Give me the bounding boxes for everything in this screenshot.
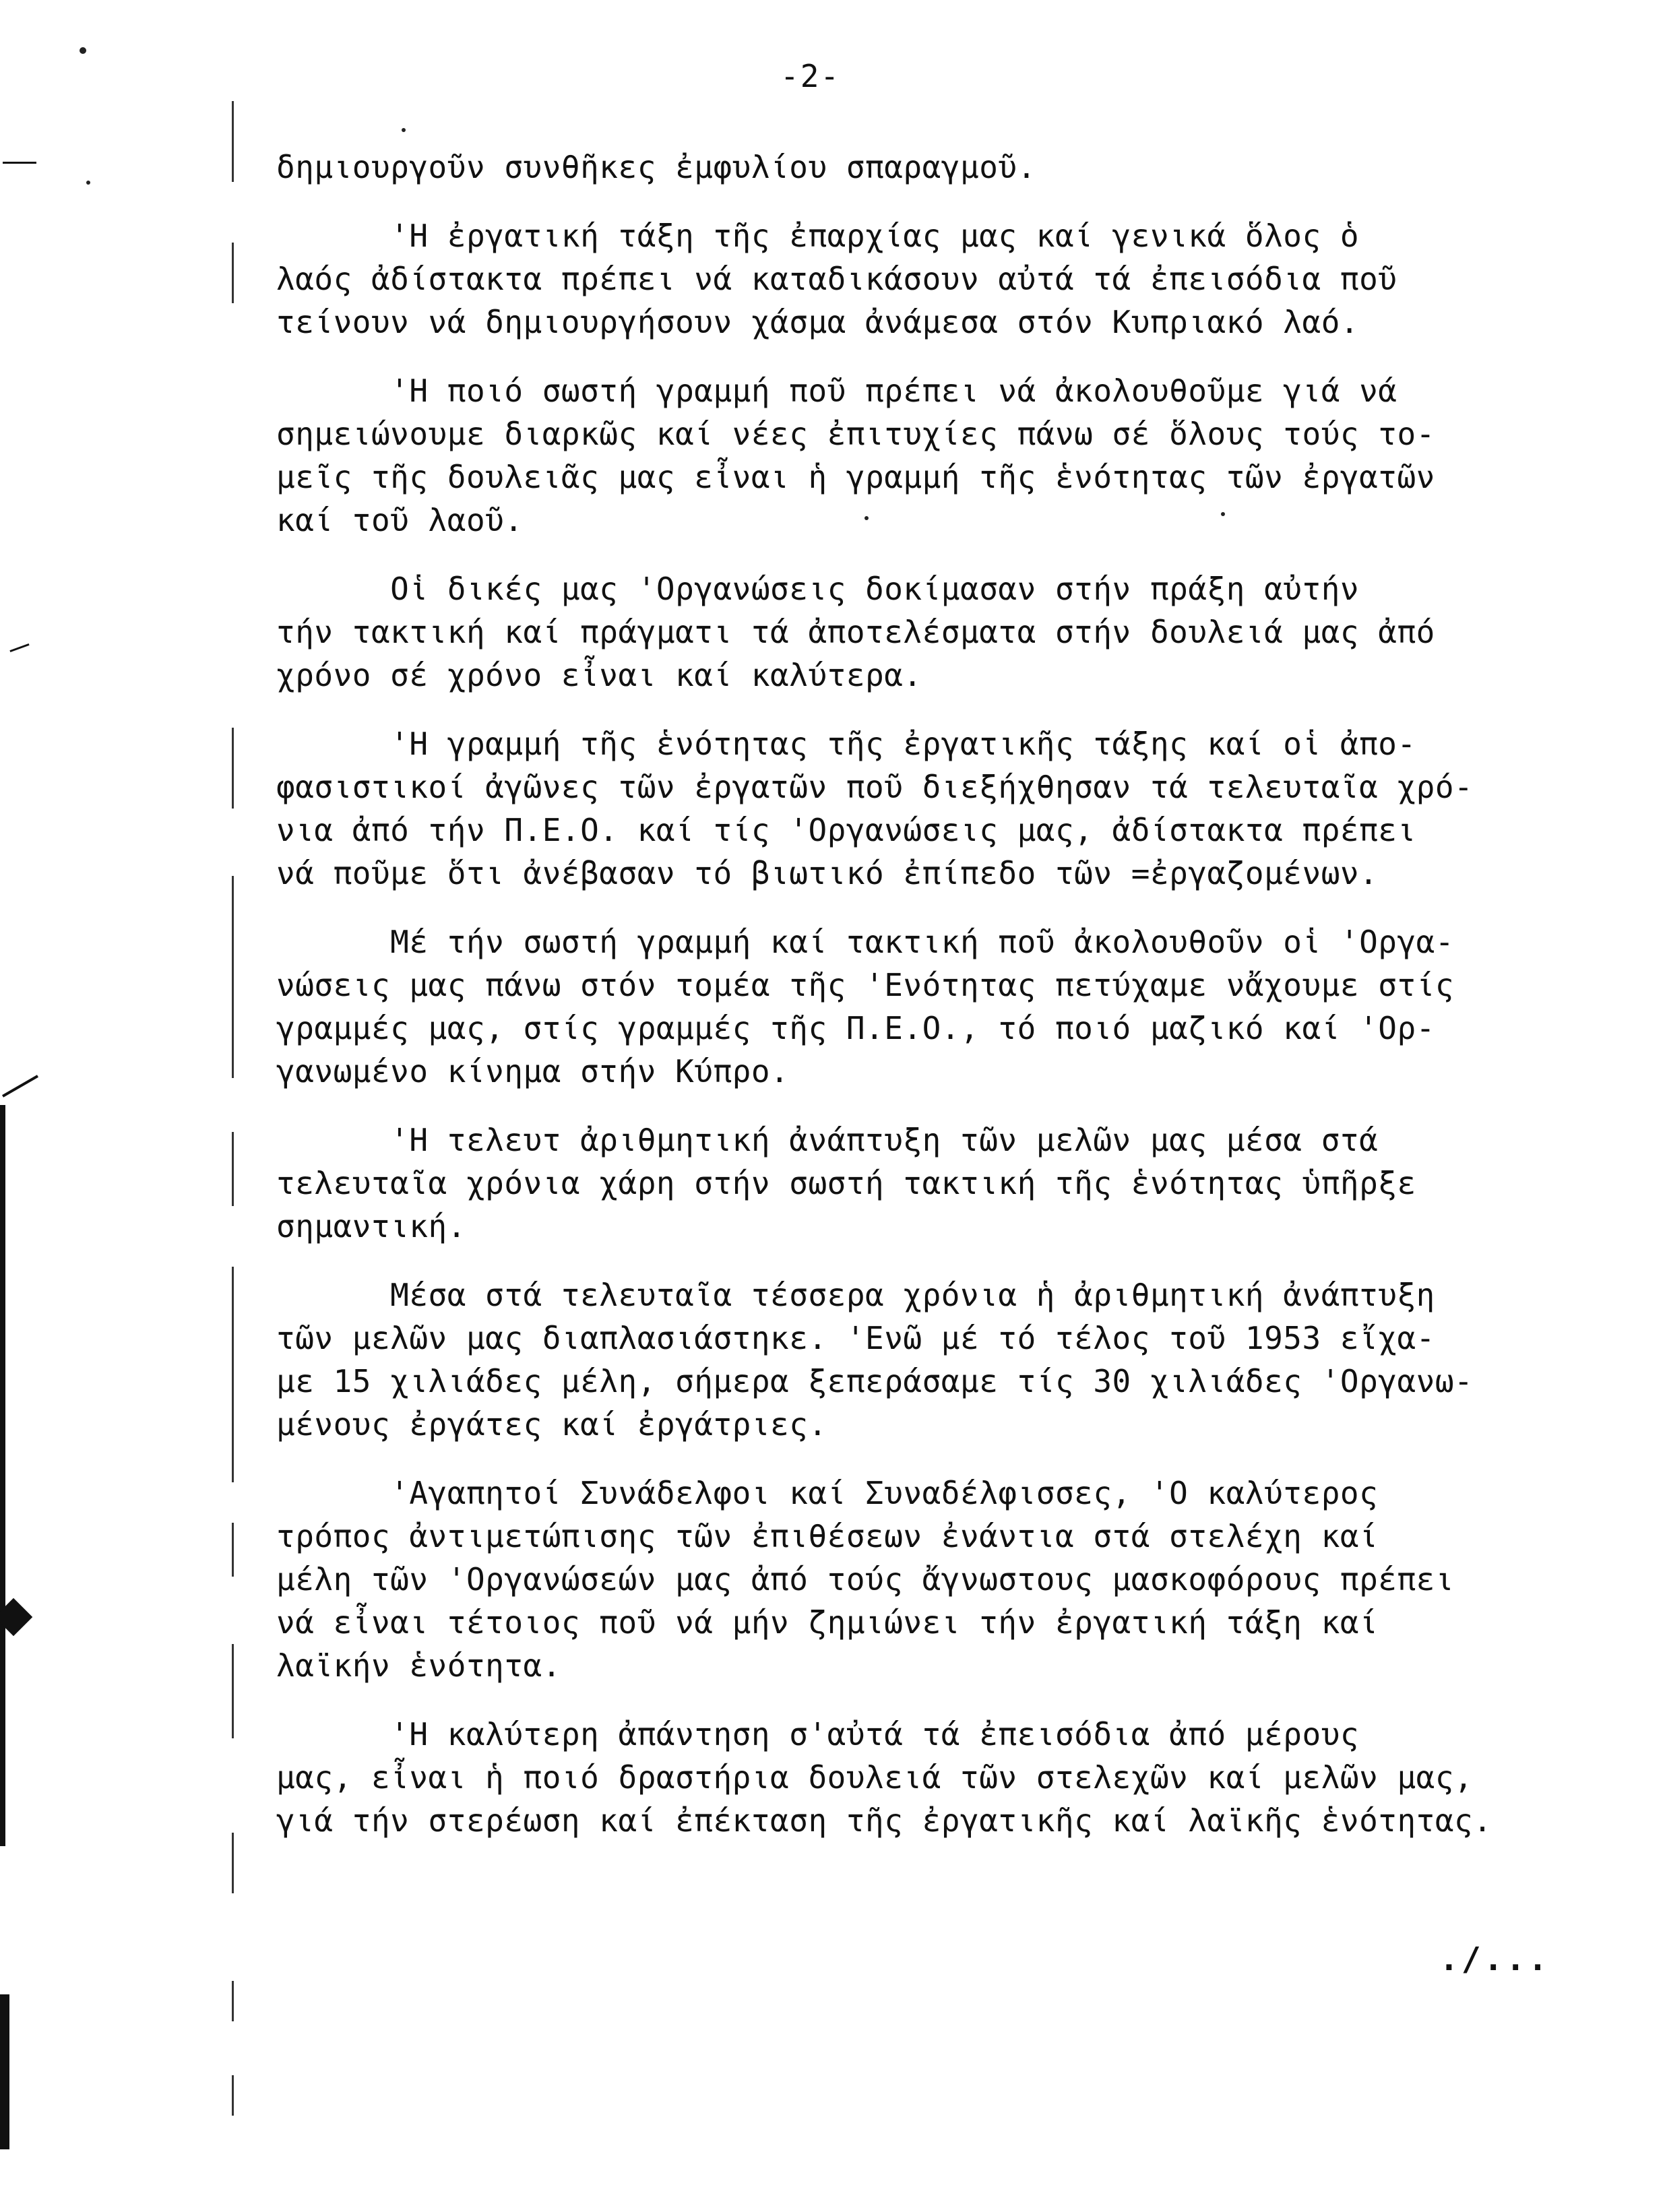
text-line: γραμμές μας, στίς γραμμές τῆς Π.Ε.Ο., τό ποιό μαζικό καί 'Ορ- [276, 1010, 1435, 1046]
scan-margin-line [232, 1833, 234, 1893]
text-line: μέλη τῶν 'Οργανώσεών μας ἀπό τούς ἄγνωστους μασκοφόρους πρέπει [276, 1561, 1455, 1598]
text-line: Μέσα στά τελευταῖα τέσσερα χρόνια ἡ ἀριθμητική ἀνάπτυξη [276, 1277, 1435, 1313]
scan-speck [86, 181, 90, 185]
text-line: 'Η καλύτερη ἀπάντηση σ'αὐτά τά ἐπεισόδια ἀπό μέρους [276, 1716, 1360, 1752]
scan-speck [402, 128, 406, 132]
text-line: σημειώνουμε διαρκῶς καί νέες ἐπιτυχίες πάνω σέ ὅλους τούς το- [276, 416, 1435, 452]
text-line: τρόπος ἀντιμετώπισης τῶν ἐπιθέσεων ἐνάντια στά στελέχη καί [276, 1518, 1379, 1554]
text-line: Οἱ δικές μας 'Οργανώσεις δοκίμασαν στήν πράξη αὐτήν [276, 571, 1360, 607]
text-line: σημαντική. [276, 1208, 466, 1244]
text-line: 'Η ποιό σωστή γραμμή ποῦ πρέπει νά ἀκολουθοῦμε γιά νά [276, 373, 1397, 409]
text-line: 'Η γραμμή τῆς ἑνότητας τῆς ἐργατικῆς τάξης καί οἱ ἀπο- [276, 726, 1416, 762]
text-line: λαός ἀδίστακτα πρέπει νά καταδικάσουν αὐτά τά ἐπεισόδια ποῦ [276, 261, 1397, 297]
paragraph [276, 146, 1577, 189]
text-line: νά εἶναι τέτοιος ποῦ νά μήν ζημιώνει τήν ἐργατική τάξη καί [276, 1604, 1379, 1641]
text-line: νώσεις μας πάνω στόν τομέα τῆς 'Ενότητας πετύχαμε νἄχουμε στίς [276, 967, 1455, 1003]
text-line: φασιστικοί ἀγῶνες τῶν ἐργατῶν ποῦ διεξήχθησαν τά τελευταῖα χρό- [276, 769, 1474, 805]
text-line: γανωμένο κίνημα στήν Κύπρο. [276, 1053, 790, 1089]
text-line: τῶν μελῶν μας διαπλασιάστηκε. 'Ενῶ μέ τό τέλος τοῦ 1953 εἴχα- [276, 1320, 1435, 1356]
scan-margin-line [232, 1644, 234, 1738]
scan-margin-line [232, 101, 234, 182]
document-body [276, 146, 1577, 1842]
text-line: με 15 χιλιάδες μέλη, σήμερα ξεπεράσαμε τίς 30 χιλιάδες 'Οργανω- [276, 1363, 1474, 1399]
text-line: γιά τήν στερέωση καί ἐπέκταση τῆς ἐργατικῆς καί λαϊκῆς ἑνότητας. [276, 1802, 1492, 1839]
paragraph [276, 920, 1577, 1093]
text-line: μένους ἐργάτες καί ἐργάτριες. [276, 1406, 827, 1443]
continuation-mark: ./... [1439, 1940, 1550, 1978]
text-line: τήν τακτική καί πράγματι τά ἀποτελέσματα στήν δουλειά μας ἀπό [276, 614, 1435, 650]
scan-margin-line [232, 876, 234, 1078]
scan-margin-line [232, 728, 234, 809]
paragraph [276, 567, 1577, 697]
text-line: νια ἀπό τήν Π.Ε.Ο. καί τίς 'Οργανώσεις μας, ἀδίστακτα πρέπει [276, 812, 1416, 848]
scan-binding-mark [0, 1994, 9, 2149]
text-line: τελευταῖα χρόνια χάρη στήν σωστή τακτική τῆς ἑνότητας ὑπῆρξε [276, 1165, 1416, 1201]
scan-margin-line [232, 243, 234, 303]
scan-binding-mark [2, 1075, 38, 1097]
scan-margin-line [232, 1981, 234, 2021]
text-line: μας, εἶναι ἡ ποιό δραστήρια δουλειά τῶν στελεχῶν καί μελῶν μας, [276, 1759, 1474, 1796]
paragraph [276, 369, 1577, 542]
text-line: χρόνο σέ χρόνο εἶναι καί καλύτερα. [276, 657, 922, 693]
scan-margin-line [232, 2075, 234, 2116]
text-line: μεῖς τῆς δουλειᾶς μας εἶναι ἡ γραμμή τῆς ἑνότητας τῶν ἐργατῶν [276, 459, 1435, 495]
text-line: καί τοῦ λαοῦ. [276, 502, 524, 538]
scan-margin-line [232, 1132, 234, 1206]
paragraph [276, 722, 1577, 895]
scan-binding-mark [9, 643, 29, 652]
text-line: 'Η ἐργατική τάξη τῆς ἐπαρχίας μας καί γενικά ὅλος ὁ [276, 218, 1360, 254]
text-line: τείνουν νά δημιουργήσουν χάσμα ἀνάμεσα στόν Κυπριακό λαό. [276, 304, 1360, 340]
scan-speck [80, 47, 86, 54]
paragraph [276, 1713, 1577, 1842]
text-line: 'Η τελευτ ἀριθμητική ἀνάπτυξη τῶν μελῶν μας μέσα στά [276, 1122, 1379, 1158]
page-number: -2- [780, 58, 841, 94]
paragraph [276, 1273, 1577, 1446]
text-line: Μέ τήν σωστή γραμμή καί τακτική ποῦ ἀκολουθοῦν οἱ 'Οργα- [276, 924, 1455, 960]
scan-margin-line [232, 1267, 234, 1482]
text-line: νά ποῦμε ὅτι ἀνέβασαν τό βιωτικό ἐπίπεδο τῶν =ἐργαζομένων. [276, 855, 1379, 891]
paragraph [276, 1472, 1577, 1687]
text-line: λαϊκήν ἑνότητα. [276, 1647, 561, 1684]
paragraph [276, 1118, 1577, 1248]
scan-binding-mark [0, 1105, 5, 1846]
text-line: 'Αγαπητοί Συνάδελφοι καί Συναδέλφισσες, 'Ο καλύτερος [276, 1475, 1379, 1511]
text-line: δημιουργοῦν συνθῆκες ἐμφυλίου σπαραγμοῦ. [276, 149, 1036, 185]
scan-margin-line [232, 1523, 234, 1577]
scan-binding-mark [3, 162, 36, 164]
paragraph [276, 214, 1577, 344]
